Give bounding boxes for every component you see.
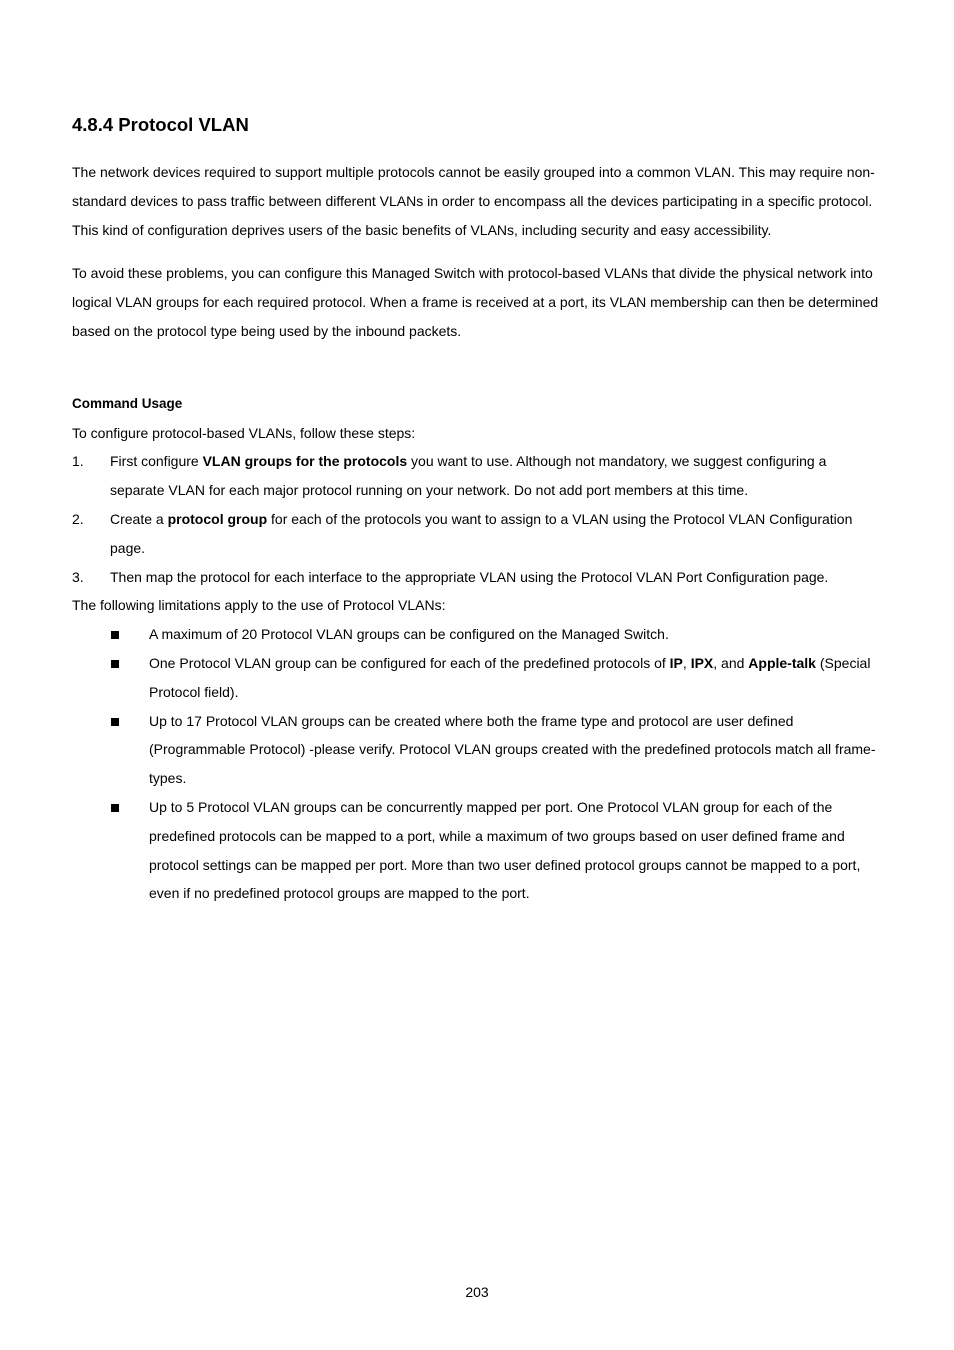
limitation-item — [72, 649, 884, 707]
step-item — [72, 447, 884, 505]
protocol-ip: IP — [669, 654, 683, 671]
command-usage-heading: Command Usage — [72, 395, 183, 411]
section-heading: 4.8.4 Protocol VLAN — [72, 114, 249, 135]
step-bold-text: VLAN groups for the protocols — [202, 453, 408, 470]
page-number: 203 — [465, 1284, 489, 1300]
command-usage-intro: To configure protocol-based VLANs, follow these steps: — [72, 424, 416, 441]
intro-paragraph-1: The network devices required to support multiple protocols cannot be easily grouped into a common VLAN. This may require non-standard devices to pass traffic between different VLANs in order to encompass all the devices participating in a specific protocol. This kind of configuration deprives users of the basic benefits of VLANs, including security and easy accessibility. — [72, 164, 875, 238]
steps-list — [72, 447, 884, 591]
intro-paragraph-2: To avoid these problems, you can configure this Managed Switch with protocol-based VLANs that divide the physical network into logical VLAN groups for each required protocol. When a frame is received at a port, its VLAN membership can then be determined based on the protocol type being used by the inbound packets. — [72, 265, 879, 339]
square-bullet-icon — [111, 660, 119, 668]
limitation-text: Up to 17 Protocol VLAN groups can be created where both the frame type and protocol are user defined (Programmable Protocol) -please verify. Protocol VLAN groups created with the predefined protocols match all frame-types. — [149, 712, 876, 787]
limitations-intro: The following limitations apply to the use of Protocol VLANs: — [72, 597, 446, 614]
square-bullet-icon — [111, 631, 119, 639]
step-text: Create a protocol group for each of the protocols you want to assign to a VLAN using the Protocol VLAN Configuration page. — [110, 510, 853, 556]
protocol-appletalk: Apple-talk — [748, 654, 816, 671]
step-item — [72, 563, 884, 592]
step-number: 2. — [72, 510, 84, 527]
limitation-text: One Protocol VLAN group can be configured for each of the predefined protocols of IP, IPX, and Apple-talk (Special Protocol field). — [149, 654, 871, 700]
limitation-item — [72, 707, 884, 793]
protocol-ipx: IPX — [690, 654, 714, 671]
step-number: 1. — [72, 453, 84, 470]
step-text: First configure VLAN groups for the protocols you want to use. Although not mandatory, we suggest configuring a separate VLAN for each major protocol running on your network. Do not add port members at this time. — [110, 453, 827, 499]
step-text: Then map the protocol for each interface to the appropriate VLAN using the Protocol VLAN Port Configuration page. — [110, 568, 829, 585]
limitation-item — [72, 793, 884, 908]
limitation-text: Up to 5 Protocol VLAN groups can be concurrently mapped per port. One Protocol VLAN group for each of the predefined protocols can be mapped to a port, while a maximum of two groups based on user defined frame and protocol settings can be mapped per port. More than two user defined protocol groups cannot be mapped to a port, even if no predefined protocol groups are mapped to the port. — [149, 798, 861, 902]
document-page — [72, 112, 884, 908]
limitation-text: A maximum of 20 Protocol VLAN groups can be configured on the Managed Switch. — [149, 626, 669, 643]
square-bullet-icon — [111, 718, 119, 726]
square-bullet-icon — [111, 804, 119, 812]
step-item — [72, 505, 884, 563]
limitation-item — [72, 620, 884, 649]
limitations-list — [72, 620, 884, 908]
step-bold-text: protocol group — [167, 510, 268, 527]
step-number: 3. — [72, 568, 84, 585]
